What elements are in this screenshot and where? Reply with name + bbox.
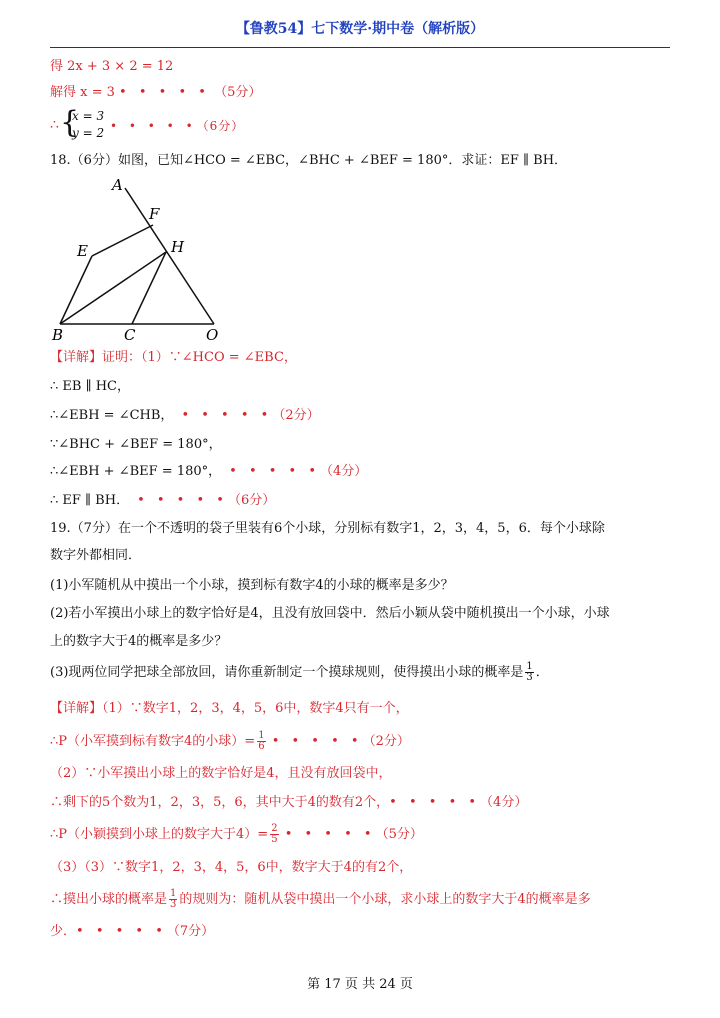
fraction-two-fifths: $\frac{2}{5}$ bbox=[271, 823, 278, 845]
segment-AO bbox=[125, 188, 214, 324]
system-equation-2: y = 2 bbox=[72, 126, 105, 140]
q18-solution-line: 【详解】证明：（1）∵∠HCO = ∠EBC， bbox=[50, 350, 297, 365]
score-label: （5分） bbox=[214, 85, 262, 100]
header-divider bbox=[50, 47, 670, 48]
label-B: B bbox=[52, 326, 64, 344]
q19-part2-line1: (2)若小军摸出小球上的数字恰好是4，且没有放回袋中．然后小颖从袋中随机摸出一个小球，小球 bbox=[50, 606, 610, 621]
fraction-one-third: $\frac{1}{3}$ bbox=[526, 661, 533, 683]
label-E: E bbox=[77, 242, 88, 260]
label-A: A bbox=[112, 176, 123, 194]
q18-solution-line: ∴∠EBH + ∠BEF = 180°， • • • • •（4分） bbox=[50, 464, 368, 479]
q19-solution-line8: 少．• • • • •（7分） bbox=[50, 924, 215, 939]
page-footer: 第 17 页 共 24 页 bbox=[307, 977, 413, 992]
equation-line bbox=[50, 58, 670, 76]
label-C: C bbox=[124, 326, 136, 344]
page-header: 【鲁教54】七下数学·期中卷（解析版） bbox=[235, 21, 485, 37]
q19-solution-line5: ∴P（小颖摸到小球上的数字大于4）= $\frac{2}{5}$ • • • • •（5分） bbox=[50, 823, 423, 845]
label-F: F bbox=[149, 205, 160, 223]
q19-solution-line7: ∴摸出小球的概率是 $\frac{1}{3}$ 的规则为：随机从袋中摸出一个小球，求小球上的数字大于4的概率是多 bbox=[50, 888, 591, 910]
q19-solution-line3: （2）∵小军摸出小球上的数字恰好是4，且没有放回袋中， bbox=[50, 766, 392, 781]
score-dots: • • • • • bbox=[119, 85, 210, 100]
q19-solution-line1: 【详解】（1）∵数字1，2，3，4，5，6中，数字4只有一个， bbox=[50, 701, 409, 716]
q19-solution-line2: ∴P（小军摸到标有数字4的小球）= $\frac{1}{6}$ • • • • •（2分） bbox=[50, 730, 410, 752]
q18-solution-line: ∴∠EBH = ∠CHB， • • • • •（2分） bbox=[50, 408, 320, 423]
q19-stem-line1: 19.（7分）在一个不透明的袋子里装有6个小球，分别标有数字1，2，3，4，5，6．每个小球除 bbox=[50, 521, 605, 536]
solve-line bbox=[50, 84, 670, 102]
fraction-one-third-b: $\frac{1}{3}$ bbox=[170, 888, 177, 910]
equation-text: 得 2x + 3 × 2 = 12 bbox=[50, 59, 174, 74]
q19-stem-line2: 数字外都相同． bbox=[50, 548, 142, 563]
q19-part1: (1)小军随机从中摸出一个小球，摸到标有数字4的小球的概率是多少？ bbox=[50, 578, 454, 593]
q19-part3: (3)现两位同学把球全部放回，请你重新制定一个摸球规则，使得摸出小球的概率是 $\frac{1}{3}$ ． bbox=[50, 661, 549, 683]
q18-stem: 18.（6分）如图，已知∠HCO = ∠EBC，∠BHC + ∠BEF = 180°．求证：EF ∥ BH． bbox=[50, 153, 568, 168]
q19-solution-line6: （3）（3）∵数字1，2，3，4，5，6中，数字大于4的有2个， bbox=[50, 860, 413, 875]
therefore-symbol: ∴ bbox=[50, 117, 59, 133]
segment-BH bbox=[60, 252, 166, 324]
q18-solution-line: ∵∠BHC + ∠BEF = 180°， bbox=[50, 437, 222, 452]
solve-text: 解得 x = 3 bbox=[50, 85, 115, 100]
q19-part2-line2: 上的数字大于4的概率是多少？ bbox=[50, 634, 228, 649]
label-O: O bbox=[206, 326, 219, 344]
system-score: • • • • •（6分） bbox=[110, 119, 245, 133]
fraction-one-sixth: $\frac{1}{6}$ bbox=[258, 730, 265, 752]
q19-solution-line4: ∴剩下的5个数为1，2，3，5，6，其中大于4的数有2个，• • • • •（4分） bbox=[50, 795, 528, 810]
geometry-figure bbox=[48, 174, 238, 346]
brace-symbol: { bbox=[60, 105, 80, 140]
system-equation-1: x = 3 bbox=[72, 109, 105, 123]
label-H: H bbox=[171, 238, 185, 256]
segment-EF bbox=[92, 225, 153, 256]
q18-solution-line: ∴ EF ∥ BH． • • • • •（6分） bbox=[50, 493, 276, 508]
q18-solution-line: ∴ EB ∥ HC， bbox=[50, 379, 130, 394]
